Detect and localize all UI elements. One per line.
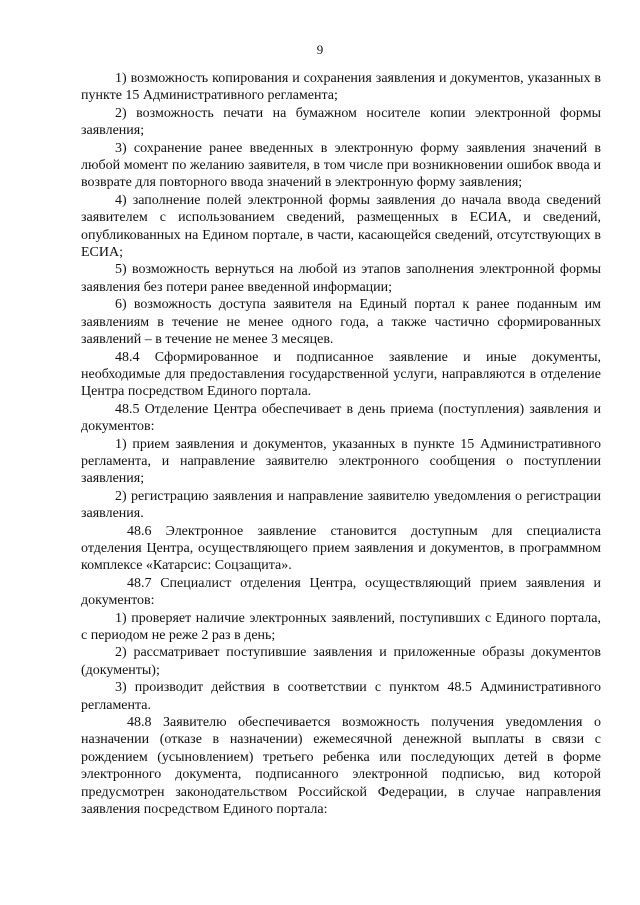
paragraph-item-2: 2) возможность печати на бумажном носителе копии электронной формы заявления; [81, 105, 601, 139]
paragraph-48-7: 48.7 Специалист отделения Центра, осуществляющий прием заявления и документов: [81, 575, 601, 609]
paragraph-48-8: 48.8 Заявителю обеспечивается возможность получения уведомления о назначении (отказе в назначении) ежемесячной денежной выплаты в связи с рождением (усыновлением) третьего ребенка или последующих детей в форме электронного документа, подписанного электронной подписью, вид которой предусмотрен законодательством Российской Федерации, в случае направления заявления посредством Единого портала: [81, 715, 601, 818]
paragraph-48-5: 48.5 Отделение Центра обеспечивает в день приема (поступления) заявления и документов: [81, 401, 601, 435]
paragraph-item-6: 6) возможность доступа заявителя на Единый портал к ранее поданным им заявлениям в течение не менее одного года, а также частично сформированных заявлений – в течение не менее 3 месяцев. [81, 297, 601, 348]
paragraph-item-5: 5) возможность вернуться на любой из этапов заполнения электронной формы заявления без потери ранее введенной информации; [81, 262, 601, 295]
page-number: 9 [316, 42, 324, 57]
paragraph-48-7-item-3: 3) производит действия в соответствии с пунктом 48.5 Административного регламента. [81, 680, 601, 713]
paragraph-item-4: 4) заполнение полей электронной формы заявления до начала ввода сведений заявителем с использованием сведений, размещенных в ЕСИА, и сведений, опубликованных на Едином портале, в части, касающейся сведений, отсутствующих в ЕСИА; [81, 192, 601, 261]
paragraph-48-4: 48.4 Сформированное и подписанное заявление и иные документы, необходимые для предоставления государственной услуги, направляются в отделение Центра посредством Единого портала. [81, 349, 601, 400]
document-body [81, 70, 601, 818]
paragraph-48-7-item-1: 1) проверяет наличие электронных заявлений, поступивших с Единого портала, с периодом не реже 2 раз в день; [81, 610, 601, 643]
paragraph-48-5-item-2: 2) регистрацию заявления и направление заявителю уведомления о регистрации заявления. [81, 488, 601, 522]
paragraph-48-7-item-2: 2) рассматривает поступившие заявления и приложенные образы документов (документы); [81, 645, 601, 678]
paragraph-item-3: 3) сохранение ранее введенных в электронную форму заявления значений в любой момент по желанию заявителя, в том числе при возникновении ошибок ввода и возврате для повторного ввода значений в электронную форму заявления; [81, 140, 601, 191]
paragraph-48-5-item-1: 1) прием заявления и документов, указанных в пункте 15 Административного регламента, и направление заявителю электронного сообщения о поступлении заявления; [81, 436, 601, 487]
paragraph-48-6: 48.6 Электронное заявление становится доступным для специалиста отделения Центра, осуществляющего прием заявления и документов, в программном комплексе «Катарсис: Соцзащита». [81, 523, 601, 574]
paragraph-item-1: 1) возможность копирования и сохранения заявления и документов, указанных в пункте 15 Административного регламента; [81, 71, 601, 104]
